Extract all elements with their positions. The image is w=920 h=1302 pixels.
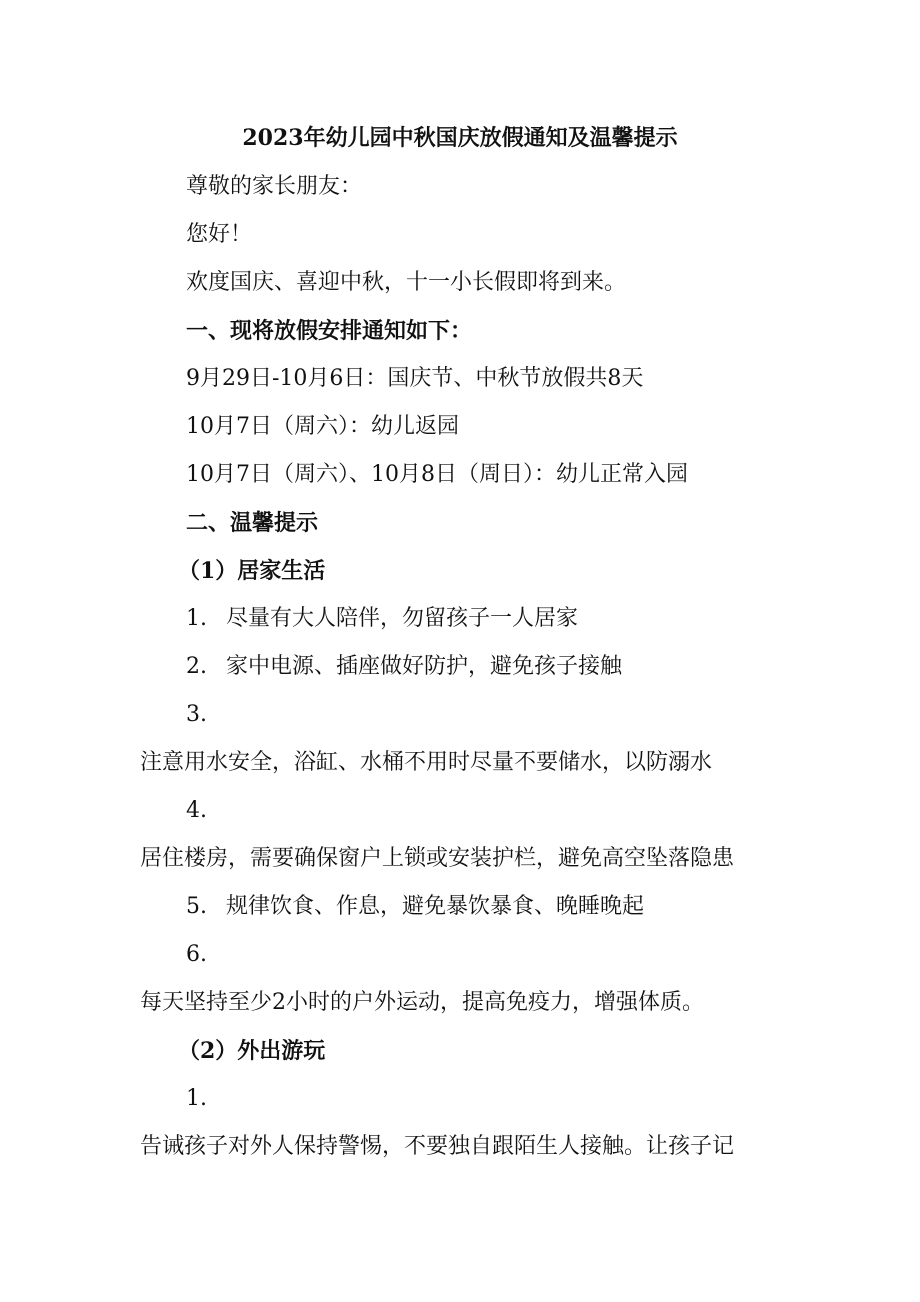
home-tip-item [186, 652, 622, 682]
hello-line: 您好！ [186, 222, 253, 247]
schedule-line: 10月7日（周六）：幼儿返园 [186, 414, 459, 439]
item-number: 3. [186, 702, 207, 727]
document-title: 2023年幼儿园中秋国庆放假通知及温馨提示 [242, 125, 678, 151]
outing-heading: （2）外出游玩 [178, 1038, 326, 1064]
section1-heading: 一、现将放假安排通知如下： [186, 318, 473, 344]
item-text: 告诫孩子对外人保持警惕，不要独自跟陌生人接触。让孩子记 [140, 1134, 735, 1159]
item-text: 规律饮食、作息，避免暴饮暴食、晚睡晚起 [226, 894, 645, 919]
intro-paragraph: 欢度国庆、喜迎中秋，十一小长假即将到来。 [186, 270, 627, 295]
section2-heading: 二、温馨提示 [186, 510, 319, 536]
item-text: 注意用水安全，浴缸、水桶不用时尽量不要储水，以防溺水 [140, 750, 713, 775]
item-number: 4. [186, 798, 207, 823]
item-number: 2. [186, 654, 207, 679]
schedule-line: 9月29日-10月6日：国庆节、中秋节放假共8天 [186, 366, 644, 391]
home-tip-item [186, 892, 644, 922]
home-tip-item [186, 604, 578, 634]
item-number: 5. [186, 894, 207, 919]
item-number: 1. [186, 1086, 207, 1111]
greeting: 尊敬的家长朋友： [186, 174, 363, 199]
item-text: 居住楼房，需要确保窗户上锁或安装护栏，避免高空坠落隐患 [140, 846, 735, 871]
home-life-heading: （1）居家生活 [178, 558, 326, 584]
item-number: 1. [186, 606, 207, 631]
item-number: 6. [186, 942, 207, 967]
schedule-line: 10月7日（周六）、10月8日（周日）：幼儿正常入园 [186, 462, 688, 487]
item-text: 家中电源、插座做好防护，避免孩子接触 [226, 654, 623, 679]
item-text: 每天坚持至少2小时的户外运动，提高免疫力，增强体质。 [140, 990, 704, 1015]
item-text: 尽量有大人陪伴，勿留孩子一人居家 [226, 606, 579, 631]
